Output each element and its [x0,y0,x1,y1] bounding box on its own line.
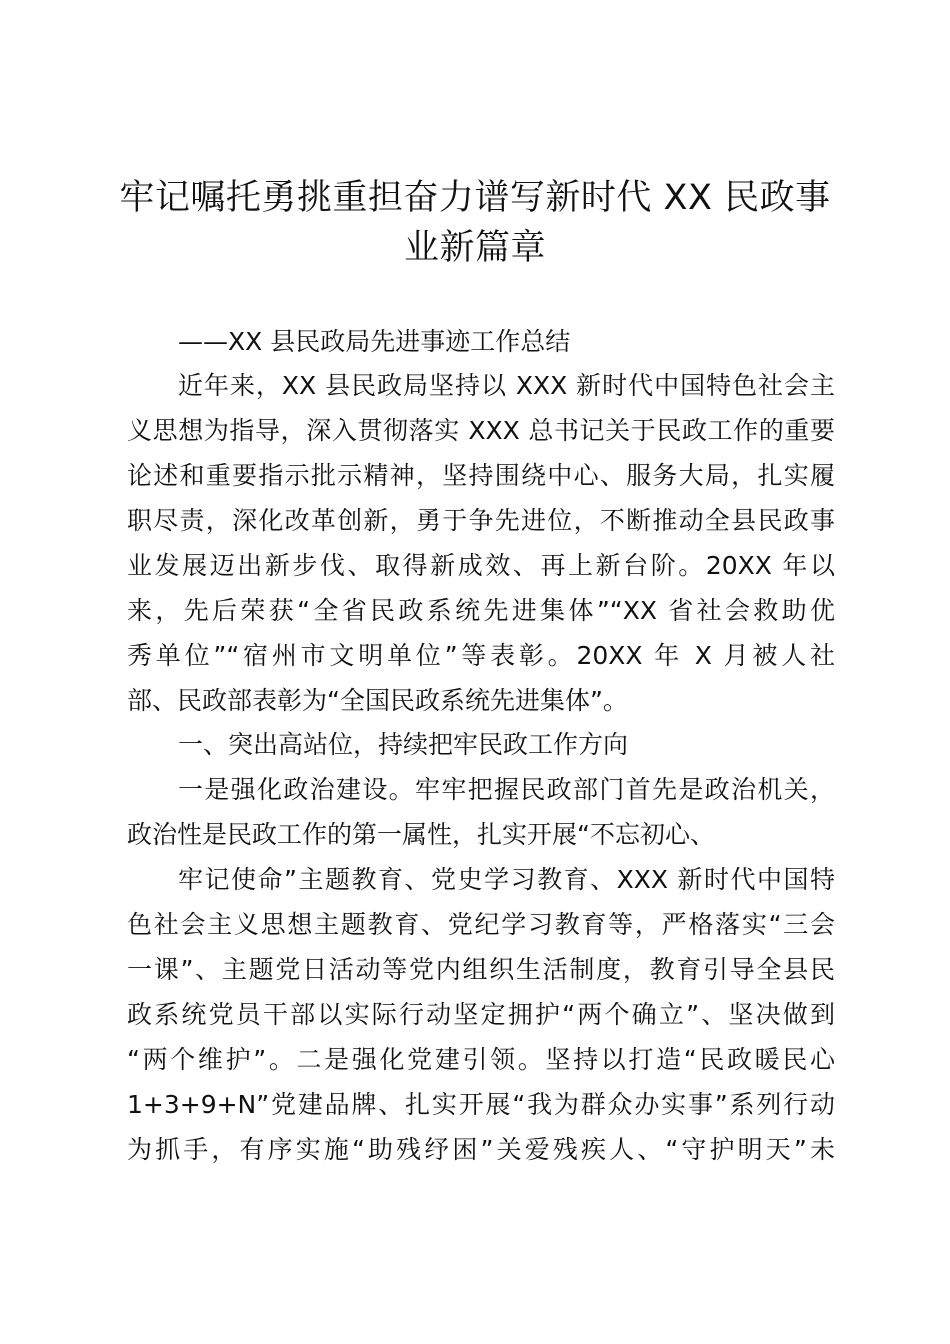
document-title-line-1: 牢记嘱托勇挑重担奋力谱写新时代 XX 民政事 [119,178,831,218]
body-line: 为抓手，有序实施“助残纾困”关爱残疾人、“守护明天”未 [127,1135,835,1164]
body-line: 近年来，XX 县民政局坚持以 XXX 新时代中国特色社会主 [178,371,835,400]
body-line: 一是强化政治建设。牢牢把握民政部门首先是政治机关， [178,775,835,804]
body-line: 业发展迈出新步伐、取得新成效、再上新台阶。20XX 年以 [127,551,835,580]
body-line: “两个维护”。二是强化党建引领。坚持以打造“民政暖民心 [127,1045,835,1074]
body-line: 论述和重要指示批示精神，坚持围绕中心、服务大局，扎实履 [127,461,835,490]
body-line: 色社会主义思想主题教育、党纪学习教育等，严格落实“三会 [127,910,835,939]
section-heading: 一、突出高站位，持续把牢民政工作方向 [178,730,629,759]
body-line: 牢记使命”主题教育、党史学习教育、XXX 新时代中国特 [178,865,835,894]
body-line: 职尽责，深化改革创新，勇于争先进位，不断推动全县民政事 [127,506,835,535]
body-line: 义思想为指导，深入贯彻落实 XXX 总书记关于民政工作的重要 [127,416,835,445]
document-title-line-2: 业新篇章 [403,228,546,268]
document-subtitle: ——XX 县民政局先进事迹工作总结 [178,327,571,356]
body-line: 政系统党员干部以实际行动坚定拥护“两个确立”、坚决做到 [127,1000,835,1029]
body-line: 政治性是民政工作的第一属性，扎实开展“不忘初心、 [127,820,715,849]
body-line: 一课”、主题党日活动等党内组织生活制度，教育引导全县民 [127,955,835,984]
body-line: 部、民政部表彰为“全国民政系统先进集体”。 [127,686,628,715]
body-line: 秀单位”“宿州市文明单位”等表彰。20XX 年 X 月被人社 [127,641,835,670]
body-line: 来，先后荣获“全省民政系统先进集体”“XX 省社会救助优 [127,596,835,625]
body-line: 1+3+9+N”党建品牌、扎实开展“我为群众办实事”系列行动 [127,1090,835,1119]
